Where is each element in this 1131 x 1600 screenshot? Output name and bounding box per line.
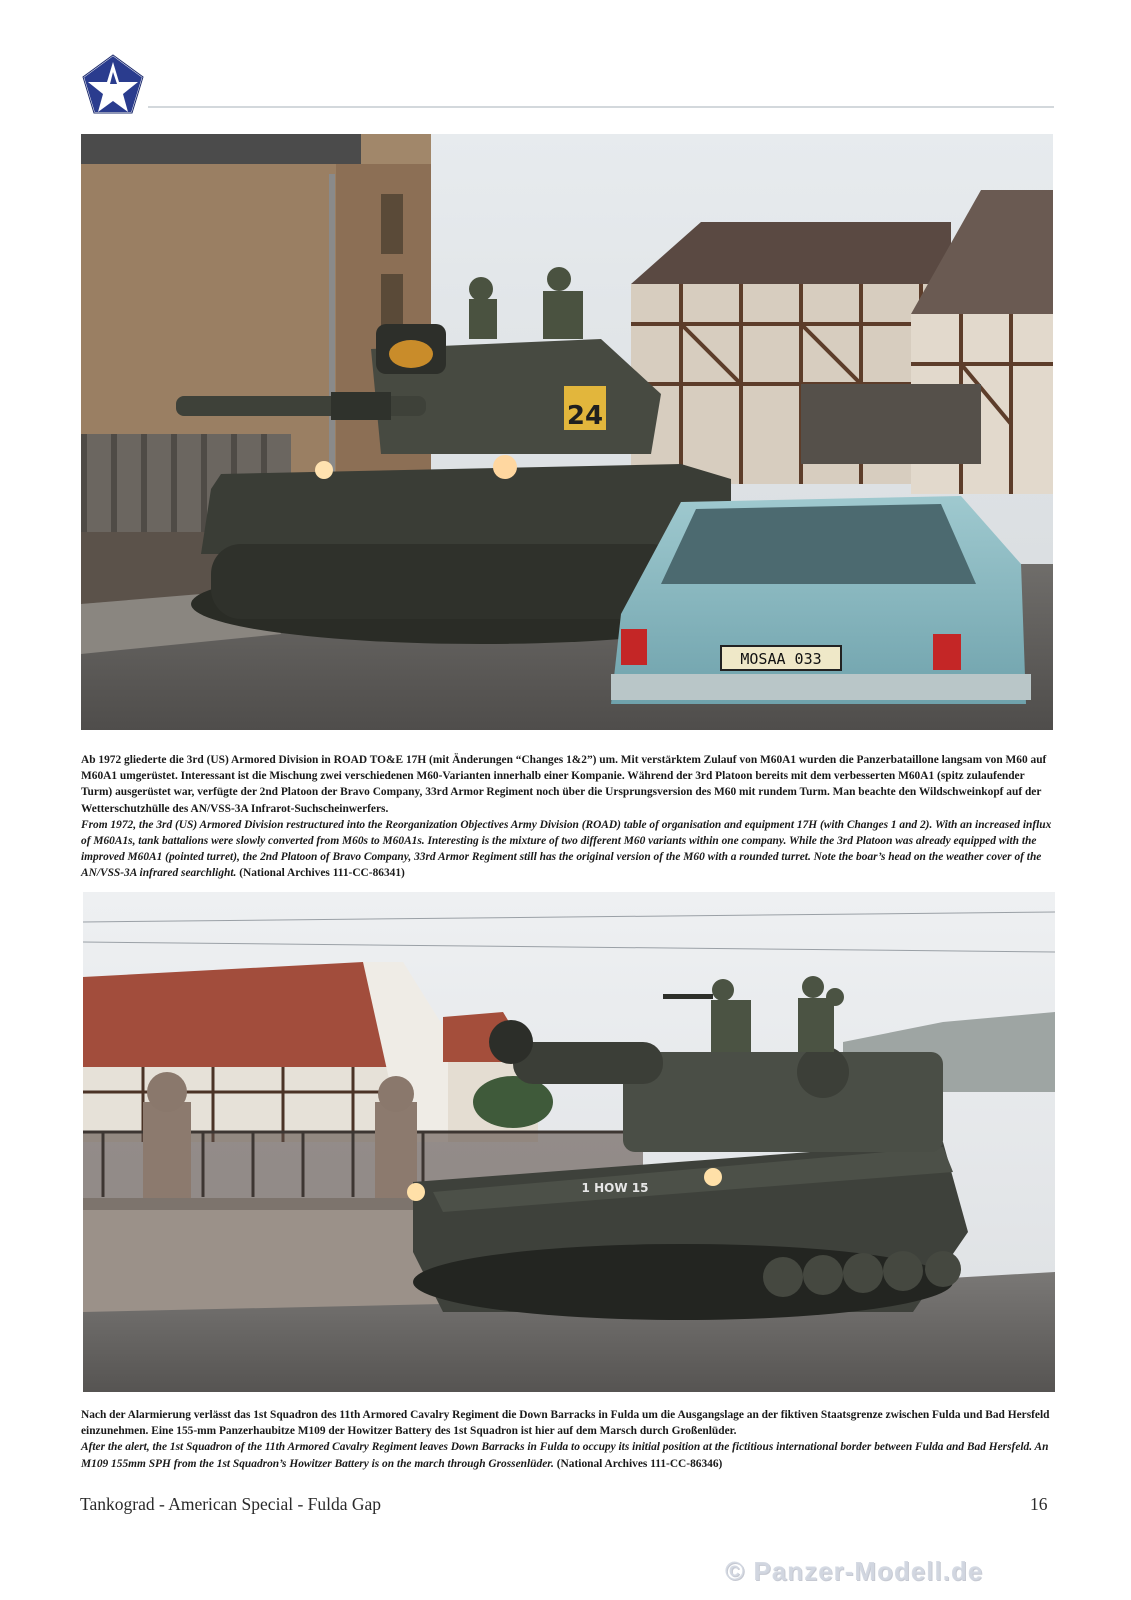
caption-tank-english: [81, 817, 1053, 882]
header-rule: [148, 106, 1054, 108]
footer-title: Tankograd - American Special - Fulda Gap: [80, 1494, 382, 1514]
caption-tank-german: Ab 1972 gliederte die 3rd (US) Armored Division in ROAD TO&E 17H (mit Änderungen “Changes 1&2”) um. Mit verstärktem Zulauf von M60A1 wurden die Panzerbataillone langsam von M60 auf M60A1 umgerüstet. Interessant ist die Mischung zwei verschiedenen M60-Varianten innerhalb einer Kompanie. Während der 3rd Platoon bereits mit dem verbesserten M60A1 (spitz zulaufender Turm) ausgerüstet war, verfügte der 2nd Platoon der Bravo Company, 33rd Armor Regiment noch über die Ursprungsversion des M60 mit rundem Turm. Man beachte den Wildschweinkopf auf der Wetterschutzhülle des AN/VSS-3A Infrarot-Suchscheinwerfers.: [81, 754, 1047, 815]
caption-tank-photo: [81, 752, 1053, 882]
caption-howitzer-source: (National Archives 111-CC-86346): [556, 1457, 723, 1470]
watermark: © Panzer-Modell.de: [725, 1556, 984, 1586]
caption-howitzer-photo: [81, 1407, 1053, 1472]
page-number: 16: [1030, 1494, 1048, 1514]
caption-howitzer-english: [81, 1439, 1053, 1471]
tank-photo: [81, 134, 1053, 730]
caption-tank-english-text: From 1972, the 3rd (US) Armored Division restructured into the Reorganization Objectives Army Division (ROAD) table of organisation and equipment 17H (with Changes 1 and 2). With an increased influx of M60A1s, tank battalions were slowly converted from M60s to M60A1s. Interesting is the mixture of two different M60 variants within one company. While the 3rd Platoon was already equipped with the improved M60A1 (pointed turret), the 2nd Platoon of Bravo Company, 33rd Armor Regiment still has the original version of the M60 with a rounded turret. Note the boar’s head on the weather cover of the AN/VSS-3A infrared searchlight.: [81, 818, 1052, 880]
caption-tank-source: (National Archives 111-CC-86341): [239, 867, 405, 880]
license-plate-text: MOSAA 033: [740, 650, 822, 668]
hull-marking-text: 1 HOW 15: [581, 1181, 649, 1195]
caption-howitzer-german: Nach der Alarmierung verlässt das 1st Squadron des 11th Armored Cavalry Regiment die Down Barracks in Fulda um die Ausgangslage an der fiktiven Staatsgrenze zwischen Fulda und Bad Hersfeld einzunehmen. Eine 155-mm Panzerhaubitze M109 der Howitzer Battery des 1st Squadron ist hier auf dem Marsch durch Großenlüder.: [81, 1409, 1050, 1438]
howitzer-photo: [83, 892, 1055, 1392]
division-logo-icon: [80, 52, 146, 118]
turret-number-text: 24: [566, 401, 604, 431]
caption-howitzer-english-text: After the alert, the 1st Squadron of the 11th Armored Cavalry Regiment leaves Down Barracks in Fulda to occupy its initial position at the fictitious international border between Fulda and Bad Hersfeld. An M109 155mm SPH from the 1st Squadron’s Howitzer Battery is on the march through Grossenlüder.: [81, 1441, 1049, 1470]
